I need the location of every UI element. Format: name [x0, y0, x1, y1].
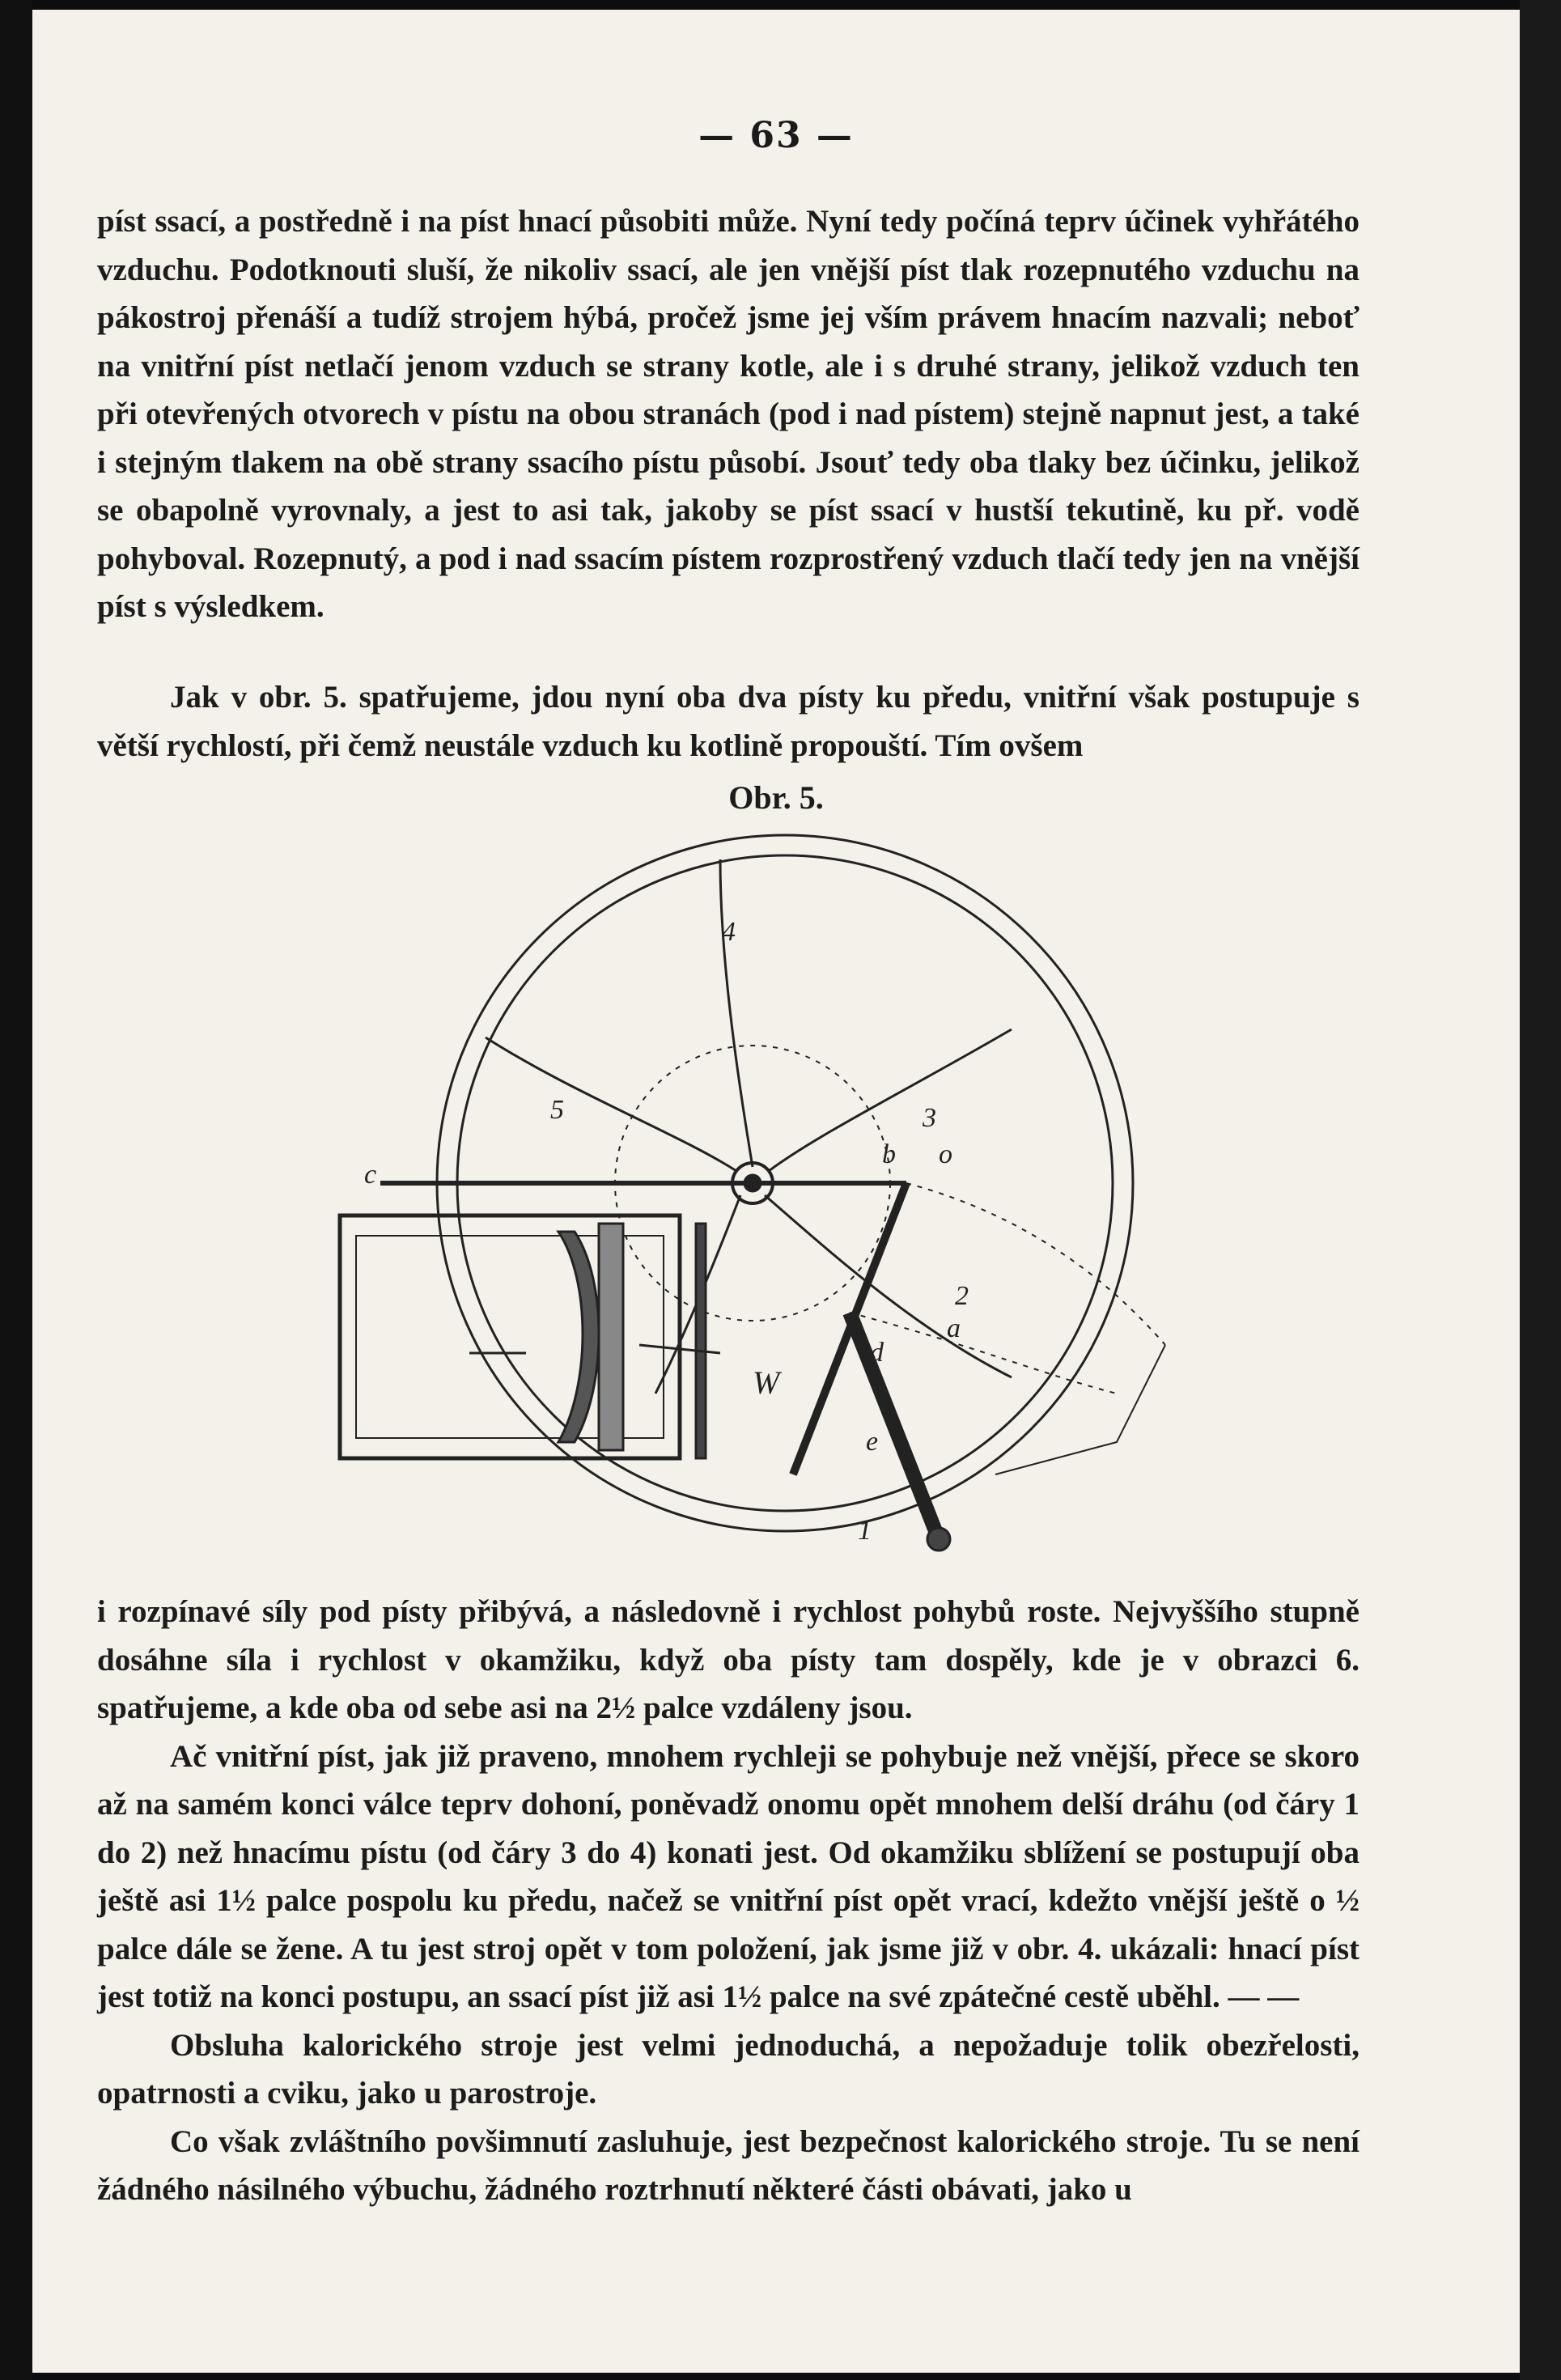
label-b: b: [882, 1139, 896, 1169]
scan-right-border: [1520, 0, 1561, 2380]
paragraph-6-text: Co však zvláštního povšimnutí zasluhuje, jest bezpečnost kalorického stroje. Tu se není žádného násilného výbuchu, žádného roztrhnutí některé části obávati, jako u: [97, 2123, 1360, 2207]
inner-piston-rod: [696, 1224, 706, 1458]
label-4: 4: [722, 917, 736, 947]
paragraph-1: [97, 197, 1360, 631]
paragraph-4-text: Ač vnitřní píst, jak již praveno, mnohem rychleji se pohybuje než vnější, přece se skoro až na samém konci válce teprv dohoní, poněvadž onomu opět mnohem delší dráhu (od čáry 1 do 2) než hnacímu pístu (od čáry 3 do 4) konati jest. Od okamžiku sblížení se postupují oba ještě asi 1½ palce pospolu ku předu, načež se vnitřní píst opět vrací, kdežto vnější ještě o ½ palce dále se žene. A tu jest stroj opět v tom položení, jak jsme již v obr. 4. ukázali: hnací píst jest totiž na konci postupu, an ssací píst již asi 1½ palce na své zpátečné cestě uběhl. — —: [97, 1738, 1360, 2014]
lower-text: [97, 1588, 1360, 2214]
paragraph-3-text: i rozpínavé síly pod písty přibývá, a následovně i rychlost pohybů roste. Nejvyššího stupně dosáhne síla i rychlost v okamžiku, když oba písty tam dospěly, kde je v obrazci 6. spatřujeme, a kde oba od sebe asi na 2½ palce vzdáleny jsou.: [97, 1594, 1360, 1725]
outer-piston: [558, 1232, 599, 1442]
label-d: d: [870, 1338, 884, 1368]
label-o: o: [939, 1139, 952, 1169]
label-1: 1: [858, 1516, 872, 1546]
scan-left-border: [0, 0, 32, 2380]
paragraph-2-text: Jak v obr. 5. spatřujeme, jdou nyní oba dva písty ku předu, vnitřní však postupuje s větší rychlostí, při čemž neustále vzduch ku kotlině propouští. Tím ovšem: [97, 680, 1360, 763]
book-page: [32, 10, 1520, 2373]
crank-pin: [927, 1528, 950, 1551]
figure-caption: Obr. 5.: [728, 779, 824, 816]
crank-arm: [850, 1313, 939, 1539]
label-3: 3: [923, 1103, 936, 1133]
label-c: c: [364, 1160, 377, 1190]
spoke-4: [720, 859, 753, 1167]
label-a: a: [947, 1313, 961, 1343]
label-2: 2: [955, 1281, 969, 1311]
label-5: 5: [550, 1095, 564, 1125]
label-W: W: [753, 1364, 780, 1401]
swing-arc-1: [906, 1183, 1165, 1345]
paragraph-1-text: píst ssací, a postředně i na píst hnací působiti může. Nyní tedy počíná teprv účinek vyhřátého vzduchu. Podotknouti sluší, že nikoliv ssací, ale jen vnější píst tlak rozepnutého vzduchu na pákostroj přenáší a tudíž strojem hýbá, pročež jsme jej vším právem hnacím nazvali; neboť na vnitřní píst netlačí jenom vzduch se strany kotle, ale i s druhé strany, jelikož vzduch ten při otevřených otvorech v pístu na obou stranách (pod i nad pístem) stejně napnut jest, a také i stejným tlakem na obě strany ssacího pístu působí. Jsouť tedy oba tlaky bez účinku, jelikož se obapolně vyrovnaly, a jest to asi tak, jakoby se píst ssací v hustší tekutině, ku př. vodě pohyboval. Rozepnutý, a pod i nad ssacím pístem rozprostřený vzduch tlačí tedy jen na vnější píst s výsledkem.: [97, 204, 1360, 624]
inner-piston-plate: [599, 1224, 623, 1450]
paragraph-5-text: Obsluha kalorického stroje jest velmi jednoduchá, a nepožaduje tolik obezřelosti, opatrnosti a cviku, jako u parostroje.: [97, 2027, 1360, 2111]
paragraph-2: [97, 673, 1360, 770]
spoke-5: [486, 1037, 736, 1171]
cylinder: [340, 1215, 680, 1458]
label-e: e: [866, 1427, 879, 1457]
page-number: — 63 —: [698, 115, 854, 156]
engine-mechanism-figure: [299, 827, 1206, 1555]
swing-arc-2: [850, 1313, 1117, 1394]
